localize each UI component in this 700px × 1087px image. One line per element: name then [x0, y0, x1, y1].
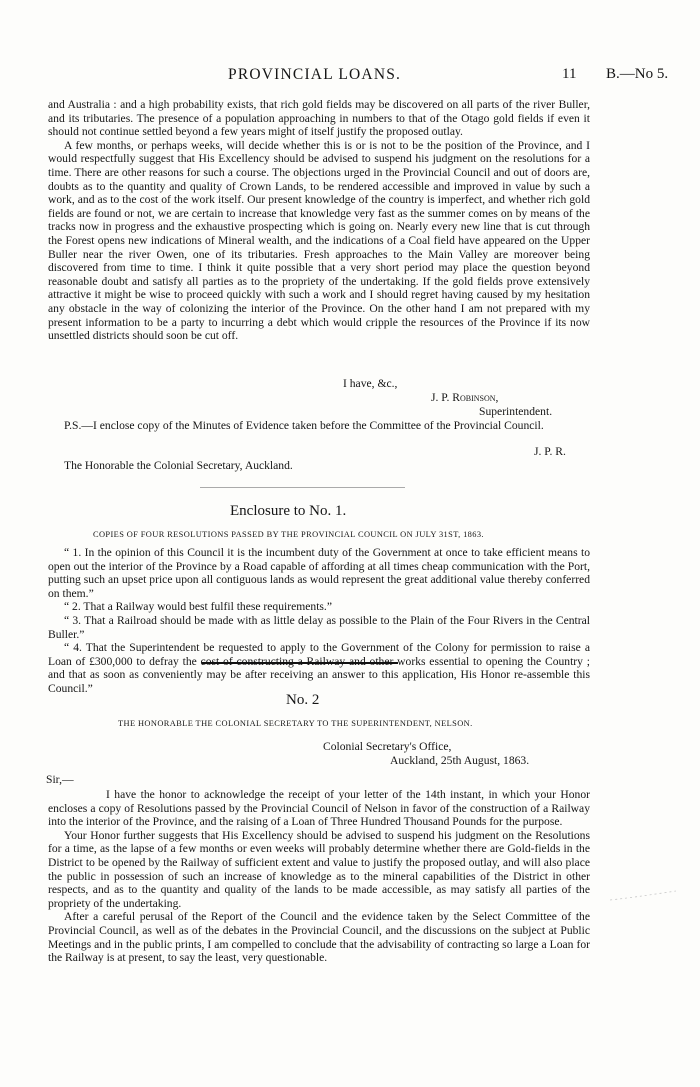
place-date: Auckland, 25th August, 1863. [390, 754, 530, 767]
postscript [48, 419, 590, 433]
letter-addressee: The Honorable the Colonial Secretary, Auckland. [64, 459, 293, 472]
enclosure-subheading: COPIES OF FOUR RESOLUTIONS PASSED BY THE PROVINCIAL COUNCIL ON JULY 31ST, 1863. [93, 530, 484, 539]
no2-paragraph: After a careful perusal of the Report of the Council and the evidence taken by the Select Committee of the Provincial Council, as well as of the debates in the Provincial Council, and the discussions on the subject at Public Meetings and in the public prints, I am compelled to conclude that the advisability of contracting so large a Loan for the Railway is at present, to say the least, very questionable. [48, 910, 590, 965]
postscript-initials: J. P. R. [534, 445, 566, 458]
no2-paragraph: I have the honor to acknowledge the receipt of your letter of the 14th instant, in which your Honor encloses a copy of Resolutions passed by the Provincial Council of Nelson in favor of the construction of a Railway into the interior of the Province, and the raising of a Loan of Three Hundred Thousand Pounds for the purpose. [48, 788, 590, 829]
document-reference: B.—No 5. [606, 66, 669, 82]
no2-paragraph: Your Honor further suggests that His Excellency should be advised to suspend his judgment on the Resolutions for a time, as the lapse of a few months or even weeks will probably determine whether there are Gold-fields in the District to be opened by the Railway of sufficient extent and value to justify the proposed outlay, and will also place the public in possession of such an increase of knowledge as to the mineral capabilities of the District in other respects, and as to the quantity and quality of the lands to be made accessible, as may satisfy all parties of the propriety of the undertaking. [48, 828, 590, 910]
postscript-text: P.S.—I enclose copy of the Minutes of Evidence taken before the Committee of the Provincial Council. [64, 419, 544, 432]
running-head-title: PROVINCIAL LOANS. [228, 66, 402, 83]
no2-body [48, 788, 590, 965]
resolution-item: “ 1. In the opinion of this Council it is the incumbent duty of the Government at once to take efficient means to open out the interior of the Province by a Road capable of affording at all times cheap communication with the Port, putting such an upset price upon all contiguous lands as would represent the great additional value thereby conferred on them.” [48, 546, 590, 600]
letter-continuation [48, 98, 590, 343]
enclosure-heading: Enclosure to No. 1. [230, 503, 347, 519]
salutation: Sir,— [46, 773, 74, 786]
resolution-item: “ 4. That the Superintendent be requested to apply to the Government of the Colony for permission to raise a Loan of £300,000 to defray the cost of constructing a Railway and other works essential to opening the Country ; and that as soon as conveniently may be after receiving an answer to this application, His Honor re-assemble this Council.” [48, 641, 590, 695]
running-head [0, 66, 700, 86]
signature-title: Superintendent. [479, 405, 553, 418]
letter-closing: I have, &c., [343, 377, 398, 390]
no2-subheading: THE HONORABLE THE COLONIAL SECRETARY TO THE SUPERINTENDENT, NELSON. [118, 719, 473, 728]
resolution-item: “ 3. That a Railroad should be made with as little delay as possible to the Plain of the Four Rivers in the Central Buller.” [48, 613, 590, 641]
resolution-item: “ 2. That a Railway would best fulfil these requirements.” [64, 600, 332, 614]
office-line: Colonial Secretary's Office, [323, 740, 452, 753]
no2-heading: No. 2 [286, 692, 320, 708]
section-divider [202, 662, 398, 664]
letter-paragraph: A few months, or perhaps weeks, will decide whether this is or is not to be the position of the Province, and I would respectfully suggest that His Excellency should be advised to suspend his judgment on the resolutions for a time. There are other reasons for such a course. The objections urged in the Provincial Council and out of doors are, doubts as to the quantity and quality of Crown Lands, to be rendered accessible and improved in value by such a work, and as to the cost of the work itself. Our present knowledge of the country is imperfect, and whether rich gold fields are found or not, we are certain to increase that knowledge very fast as the summer comes on by means of the tracks now in progress and the exhaustive prospecting which is going on. Nearly every new line that is cut through the Forest opens new indications of Mineral wealth, and the indications of a Coal field have appeared on the Upper Buller near the river Owen, one of its tributaries. Fresh approaches to the Main Valley are moreover being discovered from time to time. I think it quite possible that a very short period may place the question beyond reasonable doubt and satisfy all parties as to the propriety of the undertaking. If the gold fields prove extensively attractive it might be wise to proceed quickly with such a work and I should regret having caused by my hesitation any obstacle in the way of colonizing the interior of the Province. On the other hand I am not prepared with my present information to be a party to incurring a debt which would cripple the resources of the Province if its now unsettled districts should soon be cut off. [48, 138, 590, 343]
resolutions [48, 546, 590, 696]
letter-signature: J. P. Robinson, [431, 391, 499, 404]
section-divider [200, 487, 405, 488]
margin-stray-mark [608, 890, 678, 902]
letter-paragraph: and Australia : and a high probability exists, that rich gold fields may be discovered on all parts of the river Buller, and its tributaries. The presence of a population approaching in numbers to that of the Otago gold fields if even it should not continue settled beyond a few years might of itself justify the proposed outlay. [48, 98, 590, 139]
page-number: 11 [562, 66, 577, 82]
